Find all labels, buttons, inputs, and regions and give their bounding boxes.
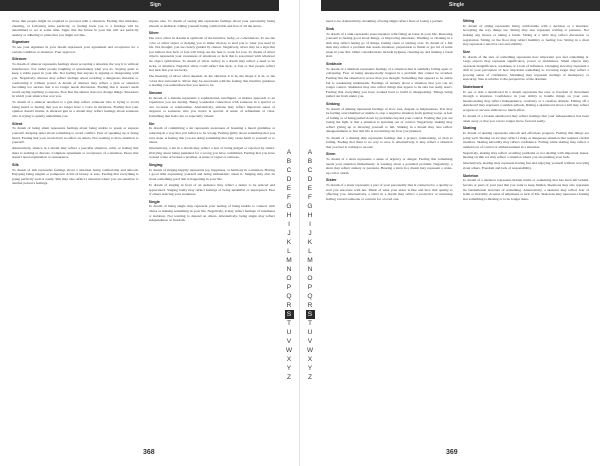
entry-body: [149, 204, 276, 222]
dictionary-entry: [149, 200, 276, 223]
entry-paragraph: To dream of singing happily represents joy, happiness, or harmony in a situation. Having a good time expressing yourself and being enthusiastic about it. Singing may also be about something good that is happening in your life.: [148, 167, 275, 181]
dictionary-entry: [463, 50, 590, 82]
entry-paragraph: Alternatively, a sin in a dream may reflect a fear of being judged or rejected by others. Worrying about being punished for a wrong you have committed. Feeling that you have crossed a line or broken a promise. A sense of regret or remorse.: [148, 146, 275, 160]
entry-body: [12, 126, 139, 159]
index-letter-m[interactable]: M: [286, 257, 292, 264]
entry-title: Single: [148, 199, 160, 204]
index-letter-q[interactable]: Q: [286, 293, 292, 300]
index-letter-w[interactable]: W: [285, 347, 293, 354]
entry-paragraph: To dream of silencer represents feelings about accepting a situation the way it is without interference. Not rather people laughing or questioning what you do. Staying quiet to keep a stable peace in your life. Not feeling that anyone is arguing or disagreeing with you. Negatively, silencer may reflect feelings about avoiding a dangerous situation or confronting it without power. A dream of silencer may reflect a plan or situation becoming too serious that it no longer needs discussion. Feeling that it doesn't seem worth saying anything to anyone. Fear that the silence does not change things. Situations in which your silence has cost you.: [12, 62, 139, 99]
dictionary-entry: [463, 19, 590, 47]
entry-title: Sin: [148, 121, 155, 126]
section-label: Single: [449, 2, 465, 8]
entry-paragraph: To dream of a silencer attached to a gun may reflect someone who is trying to avoid being heard or feeling that you no longer have a voice in decisions. Feeling that your opinion doesn't matter. A silenced gun in a dream may reflect feelings about someone who is trying to quietly undermine you.: [12, 100, 139, 118]
index-letter-r[interactable]: R: [286, 302, 292, 309]
entry-body: [463, 131, 590, 171]
entry-title: Singing: [148, 162, 163, 167]
entry-title: Sinking: [326, 101, 340, 106]
index-letter-l[interactable]: L: [287, 248, 291, 255]
dictionary-entry: [149, 19, 276, 28]
entry-body: [326, 67, 453, 99]
entry-body: [149, 19, 276, 28]
entry-body: [326, 19, 453, 24]
index-letter-l[interactable]: L: [308, 248, 312, 255]
entry-body: [149, 168, 276, 197]
text-columns: [12, 19, 275, 439]
entry-body: [326, 107, 453, 150]
index-letter-c[interactable]: C: [286, 167, 292, 174]
right-page: [300, 0, 600, 466]
index-letter-q[interactable]: Q: [307, 293, 313, 300]
entry-title: Sister: [326, 178, 337, 183]
entry-title: Skeleton: [462, 173, 479, 178]
entry-paragraph: To dream of sitting represents being comfortable with a decision or a situation. Accepting the way things are. Sitting may also represent waiting or patience. Not making any moves or taking a break. Sitting at a table may reflect discussion or negotiation. Sitting on the floor may reflect humility or feeling low. Sitting in a chair may represent a need for rest and stability.: [462, 23, 589, 47]
dictionary-entry: [326, 178, 453, 201]
entry-body: [12, 62, 139, 118]
page-header-bar: [321, 0, 600, 11]
dictionary-entry: [12, 57, 139, 118]
index-letter-v[interactable]: V: [286, 338, 292, 345]
index-letter-a[interactable]: A: [286, 149, 292, 156]
alphabet-index: [283, 148, 295, 382]
index-letter-n[interactable]: N: [286, 266, 292, 273]
page-number: 368: [143, 449, 155, 456]
entry-paragraph: The meaning of silver often depends on the situation it is in, the shape it is in, or the colors that surround it. Silver may be associated with the feeling that intuitive guidance is leading you somewhere that you need to be.: [148, 74, 275, 88]
index-letter-g[interactable]: G: [307, 203, 313, 210]
index-letter-v[interactable]: V: [307, 338, 313, 345]
dictionary-entry: [326, 152, 453, 175]
index-letter-x[interactable]: X: [307, 356, 313, 363]
entry-title: Skating: [462, 126, 477, 131]
entry-body: [12, 19, 139, 37]
index-letter-o[interactable]: O: [286, 275, 292, 282]
index-letter-x[interactable]: X: [286, 356, 292, 363]
index-letter-b[interactable]: B: [307, 158, 313, 165]
dictionary-entry: [12, 163, 139, 186]
entry-paragraph: To dream of committing a sin represents awareness of breaking a moral guideline or behaving in a way that you believe to be wrong. Feeling guilty about something that you have done. A feeling that you are doing something that may cause harm to yourself or to others.: [148, 126, 275, 145]
entry-paragraph: To dream of being silent represents feelings about being unable to speak or express yourself. Keeping quiet about something to avoid conflict. Fear of speaking up or being heard. Feeling that your words have no effect on others. Not wanting to draw attention to yourself.: [12, 126, 139, 145]
index-letter-j[interactable]: J: [308, 230, 312, 237]
index-letter-u[interactable]: U: [286, 329, 292, 336]
index-letter-t[interactable]: T: [286, 320, 292, 327]
index-letter-z[interactable]: Z: [286, 374, 292, 381]
index-letter-h[interactable]: H: [307, 212, 313, 219]
index-letter-i[interactable]: I: [309, 221, 311, 228]
index-letter-f[interactable]: F: [307, 194, 313, 201]
entry-title: Sinkhole: [326, 62, 342, 67]
entry-title: Size: [462, 49, 471, 54]
entry-paragraph: To dream of a broken skateboard may reflect feelings that your independence has been taken away or that you can no longer move forward easily.: [462, 114, 589, 123]
dictionary-entry: [149, 163, 276, 197]
entry-paragraph: To dream of being single may represent your feeling of being unable to connect with others or missing something in your life. Negatively, it may reflect feelings of loneliness or isolation. Not wanting to depend on others. Alternatively, being single may reflect independence or freedom.: [148, 204, 275, 223]
entry-title: Sink: [326, 26, 335, 31]
dictionary-entry: [12, 40, 139, 54]
dictionary-entry: [149, 31, 276, 88]
index-letter-y[interactable]: Y: [286, 365, 292, 372]
entry-title: Silencer: [12, 57, 27, 62]
entry-paragraph: To dream of a sink represents preoccupation with fixing an issue in your life. Restoring yourself to feeling good about things, or improving situations. Washing or cleaning in a sink may reflect letting go of things, feeling clean or starting over. To dream of a full sink may reflect a problem that needs attention, preparation to finish or get rid of some issue in your life. Other considerations include hygiene, cleaning up and making a fresh start.: [326, 31, 453, 59]
entry-paragraph: Alternatively, skating may represent having fun and enjoying yourself without worrying about others. Freedom and lack of responsibility.: [462, 161, 589, 171]
entry-body: [149, 126, 276, 159]
dictionary-entry: [463, 174, 590, 202]
dictionary-entry: [326, 62, 453, 99]
entry-paragraph: To dream of the size of something represents how important you feel something is. Large objects may represent significance, power or dominance. Small objects may represent insignificance, weakness or a lack of influence. Changing size may represent a shift in your perception of how important something is. Growing larger may reflect a growing sense of confidence. Shrinking may represent feelings of inadequacy or insecurity. Size is relative to the perspective of the dreamer.: [462, 54, 589, 82]
index-letter-o[interactable]: O: [307, 275, 313, 282]
index-letter-z[interactable]: Z: [307, 374, 313, 381]
index-letter-u[interactable]: U: [307, 329, 313, 336]
entry-title: Siren: [326, 152, 336, 157]
text-column: [149, 19, 276, 439]
index-letter-t[interactable]: T: [307, 320, 313, 327]
entry-body: [12, 168, 139, 186]
index-letter-j[interactable]: J: [287, 230, 291, 237]
index-letter-p[interactable]: P: [286, 284, 292, 291]
entry-body: [463, 178, 590, 201]
entry-title: Sitting: [462, 19, 475, 23]
entry-paragraph: To dream of a sister represents a part of your personality that is connected to a quality or trait you associate with her. Think of what your sister is like and how that quality is affecting you. Alternatively, a sister in a dream may reflect a protective or nurturing feeling toward someone or concern for a loved one.: [326, 183, 453, 201]
entry-body: [463, 24, 590, 47]
index-letter-m[interactable]: M: [307, 257, 313, 264]
dictionary-entry: [326, 19, 453, 24]
page-number: 369: [446, 449, 458, 456]
index-letter-c[interactable]: C: [307, 167, 313, 174]
entry-paragraph: To dream of a skeleton represents hidden truths or something that has been left behind. Secrets or parts of your past that you want to keep hidden. Skeletons may also represent the fundamental structure of something. Alternatively, a skeleton may reflect fear of death or mortality. A sense of emptiness or lack of life. Skeletons may represent a feeling that something is missing or is no longer there.: [462, 178, 589, 201]
index-letter-a[interactable]: A: [307, 149, 313, 156]
entry-body: [149, 96, 276, 119]
index-letter-b[interactable]: B: [286, 158, 292, 165]
entry-title: Simone: [148, 90, 163, 95]
index-letter-g[interactable]: G: [286, 203, 292, 210]
index-letter-r[interactable]: R: [307, 302, 313, 309]
text-columns: [326, 19, 589, 439]
entry-body: [326, 157, 453, 175]
alphabet-index: [304, 148, 316, 382]
entry-paragraph: To dream of singing in front of an audience may reflect a desire to be noticed and appreciated. Singing badly may reflect feelings of being unskillful or unprepared. Fear of others noticing your weakness.: [148, 182, 275, 197]
entry-paragraph: To dream of a sinking ship represents feelings that a project, relationship, or plan is failing. Feeling that there is no way to save it. Alternatively, it may reflect a situation that you feel is coming to an end.: [326, 135, 453, 149]
entry-body: [326, 32, 453, 59]
index-letter-e[interactable]: E: [307, 185, 313, 192]
index-letter-w[interactable]: W: [306, 347, 314, 354]
index-letter-y[interactable]: Y: [307, 365, 313, 372]
entry-paragraph: The color silver in dreams is symbolic of the intuitive, lucky, or coincidences. To see the color or silver object or helping you to make choices to lead you to what you need in life. Not thought, you are clearly guided by chance. Negatively, silver may be a sign that you believe that luck or fate will bring out the best to work for you. To dream of silver objects represents your awareness of situations or luck that is associated with whatever the object symbolizes. To dream of silver cutlery in a dream may reflect a need to be lucky, or intuitive. Negative silver could reflect that luck, or fate or that people reflect that luck that you are lucky.: [148, 36, 275, 73]
section-label: Sign: [150, 2, 161, 8]
index-letter-f[interactable]: F: [286, 194, 292, 201]
dictionary-entry: [149, 122, 276, 160]
page-header-bar: [0, 0, 279, 11]
dictionary-entry: [463, 85, 590, 123]
entry-body: [463, 55, 590, 82]
index-letter-s[interactable]: S: [285, 310, 294, 319]
index-letter-d[interactable]: D: [286, 176, 292, 183]
entry-paragraph: To dream of a sinkhole represents feelings of a situation that is suddenly falling apart or collapsing. Fear of being unexpectedly trapped in a problem that cannot be avoided. Feeling that the situation is worse than you thought. Something that appears to be stable but is weakening underneath. Feelings of anxiety about a situation that you can no longer control. Sinkholes may also reflect things that appear to be safe but really aren't. Feeling that everything you have worked hard to build is disappearing. Things being pulled out from under you.: [326, 66, 453, 99]
dictionary-entry: [326, 27, 453, 59]
entry-paragraph: need to be. Alternatively, dreaming of being single reflect fears of losing a partner.: [326, 19, 443, 24]
entry-title: Silk: [12, 162, 19, 167]
index-letter-h[interactable]: H: [286, 212, 292, 219]
entry-title: Signature: [12, 40, 30, 45]
entry-paragraph: Negatively, skating may reflect avoiding problems or not dealing with important issues. Skating on thin ice may reflect a situation where you are pushing your luck.: [462, 150, 589, 160]
dictionary-entry: [463, 126, 590, 170]
index-letter-d[interactable]: D: [307, 176, 313, 183]
entry-paragraph: To dream of a simone represents a sophisticated, intelligent, or mature approach to an experience you are having. Being wonderful connection with someone in a special or rare occasion or relationship. Alternatively, simone may reflect important sense of elegance or someone who you notice is special. A sense of refinement or class. Something that feels rare or especially valued.: [148, 95, 275, 118]
entry-paragraph: those that people might be required to proceed with a situation. Feeling that mistakes, cheating, or following rules perfectly, or feeling back you to a fundage will be determined to act at some time. Signs that the future in your life will are perfectly anxiety or adhering to plans that you might not like.: [12, 19, 139, 37]
entry-body: [149, 36, 276, 88]
dictionary-entry: [149, 91, 276, 119]
index-letter-i[interactable]: I: [288, 221, 290, 228]
entry-paragraph: anyone else. To dream of seeing silk represents feelings about your personality being smooth or laidback. Liking yourself being comfortable and free of all the stress.: [148, 19, 275, 28]
dictionary-entry: [326, 102, 453, 149]
entry-paragraph: To see or ride a skateboard in a dream represents the ease or freedom of movement through a situation. Confidence in your ability to handle things on your own. Skateboarding may reflect independence, creativity or a carefree attitude. Falling off a skateboard may represent a sudden setback. Riding a skateboard down a hill may reflect progress or success without too much effort.: [462, 89, 589, 112]
index-letter-k[interactable]: K: [286, 239, 292, 246]
entry-body: [463, 90, 590, 123]
index-letter-n[interactable]: N: [307, 266, 313, 273]
entry-paragraph: To dream of a siren represents a sense of urgency or danger. Feeling that something needs your attention immediately. A warning about a potential problem. Negatively, a siren may reflect anxiety or paranoia. Hearing a siren in a dream may represent a wake-up call or alarm.: [326, 157, 453, 175]
text-column: [463, 19, 590, 439]
dictionary-entry: [12, 19, 139, 37]
text-column: [326, 19, 453, 439]
text-column: [12, 19, 139, 439]
entry-paragraph: To dream of silk represents feelings about a situation being comfortable and smooth. Enjoying being elegant or pampered. A life of luxury or ease. Feeling that everything is going perfectly well or easily. Silk may also reflect a situation where you are sensitive to another person's feelings.: [12, 167, 139, 186]
entry-title: Silver: [148, 31, 159, 36]
entry-paragraph: To dream of skating represents smooth and effortless progress. Feeling that things are going well. Skating on ice may reflect a risky or dangerous situation that requires careful attention. Skating smoothly may reflect confidence. Falling while skating may reflect a sudden loss of control or embarrassment in a situation.: [462, 131, 589, 149]
index-letter-k[interactable]: K: [307, 239, 313, 246]
entry-paragraph: To dream of sinking represents feelings of slow loss, despair or helplessness. You may be feeling overwhelmed or unable to stop a negative situation from getting worse. A fear of failing or of being pulled down by problems beyond your control. Feeling that you are losing the fight or that a situation is spiraling out of control. Negatively, sinking may reflect giving up or allowing yourself to fail. Sinking in a dream may also reflect disappointment or fear that life is not turning out how you planned.: [326, 106, 453, 134]
entry-title: Skateboard: [462, 84, 484, 89]
entry-paragraph: Alternatively, silence in a dream may reflect a peaceful situation, calm, or feeling that there is nothing to discuss. Complete agreement or acceptance of a situation. Peace that doesn't need explanation or reassurance.: [12, 146, 139, 160]
entry-title: Silent: [12, 121, 23, 126]
entry-body: [326, 183, 453, 201]
index-letter-s[interactable]: S: [306, 310, 315, 319]
dictionary-entry: [12, 122, 139, 160]
index-letter-e[interactable]: E: [286, 185, 292, 192]
entry-body: [12, 45, 139, 54]
entry-paragraph: To see your signature in your dream represents your agreement and acceptance for a certain condition or situation. Your approval.: [12, 45, 139, 54]
index-letter-p[interactable]: P: [307, 284, 313, 291]
